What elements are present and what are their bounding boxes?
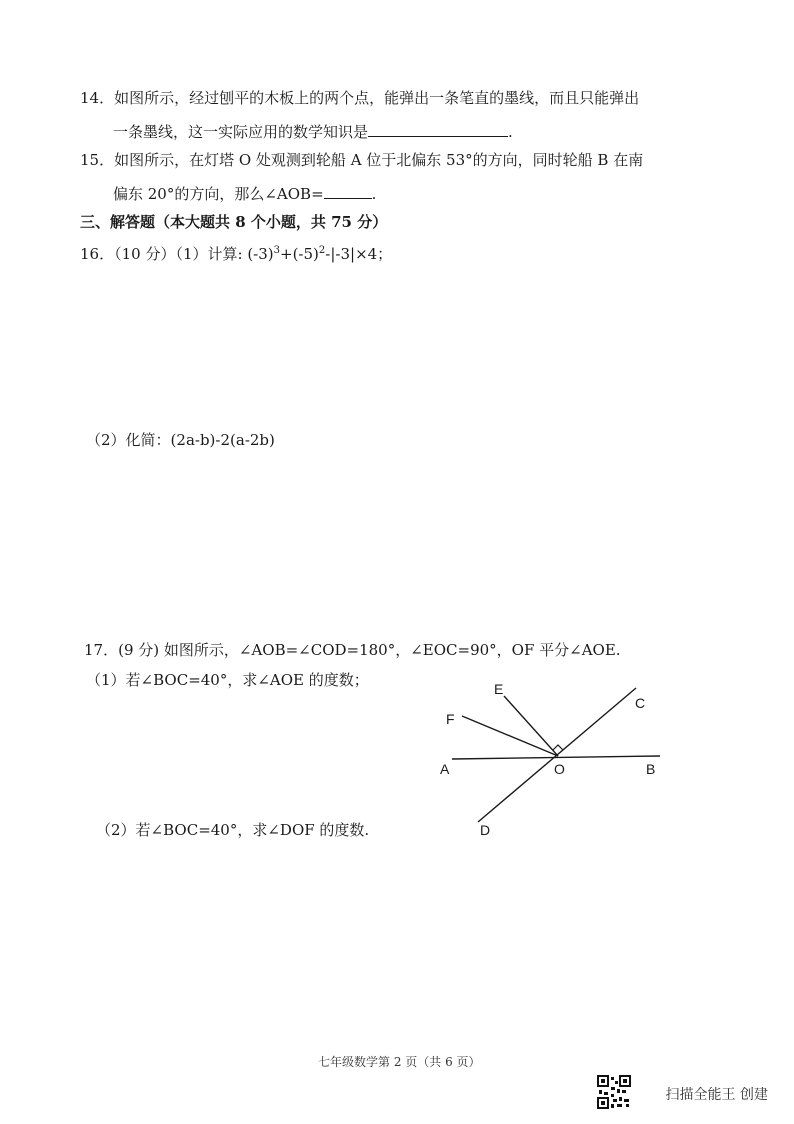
ray-of [462, 716, 558, 756]
right-angle-mark [553, 745, 563, 750]
label-o: O [554, 761, 565, 777]
q15-answer-blank[interactable] [324, 182, 372, 199]
q14-line1: 14．如图所示，经过刨平的木板上的两个点，能弹出一条笔直的墨线，而且只能弹出 [80, 89, 640, 107]
q14-line2 [113, 120, 513, 142]
label-f: F [446, 711, 455, 727]
page-footer: 七年级数学第 2 页（共 6 页） [318, 1055, 481, 1069]
q17-head: 17．(9 分) 如图所示，∠AOB=∠COD=180°，∠EOC=90°，OF 平分∠AOE. [84, 641, 621, 659]
label-b: B [646, 761, 656, 777]
ray-oe [504, 696, 558, 756]
q15-line2 [113, 182, 376, 204]
label-a: A [440, 761, 450, 777]
angle-figure [420, 670, 680, 850]
q16-part1 [80, 244, 392, 264]
q15-line2-end: . [371, 185, 377, 203]
q14-line2-end: . [508, 123, 513, 141]
q16-formula-term1: (-3) [247, 245, 274, 263]
q16-formula-term2: +(-5) [280, 245, 319, 263]
q16-formula [247, 245, 392, 263]
q15-line2-text: 偏东 20°的方向，那么∠AOB= [113, 185, 324, 203]
q16-head: 16．（10 分）（1）计算: [80, 245, 248, 263]
q16-formula-term3: -|-3|×4； [325, 245, 393, 263]
label-e: E [494, 681, 504, 697]
q16-part2-formula: (2a-b)-2(a-2b) [170, 431, 275, 449]
q14-answer-blank[interactable] [368, 120, 508, 137]
label-c: C [635, 695, 646, 711]
q14-line2-text: 一条墨线，这一实际应用的数学知识是 [113, 123, 369, 141]
scanner-watermark: 扫描全能王 创建 [665, 1087, 768, 1103]
qr-code-icon [597, 1075, 631, 1109]
q17-part2: （2）若∠BOC=40°，求∠DOF 的度数. [96, 821, 370, 839]
q17-part1: （1）若∠BOC=40°，求∠AOE 的度数； [86, 671, 369, 689]
q16-part2-head: （2）化简： [86, 431, 171, 449]
q15-line1: 15．如图所示，在灯塔 O 处观测到轮船 A 位于北偏东 53°的方向，同时轮船 B 在南 [80, 151, 644, 169]
label-d: D [480, 822, 491, 838]
q16-formula-exp2: 2 [318, 245, 326, 256]
q16-part2 [86, 430, 275, 450]
section3-title: 三、解答题（本大题共 8 个小题，共 75 分） [80, 213, 388, 231]
q16-formula-exp1: 3 [273, 245, 281, 256]
